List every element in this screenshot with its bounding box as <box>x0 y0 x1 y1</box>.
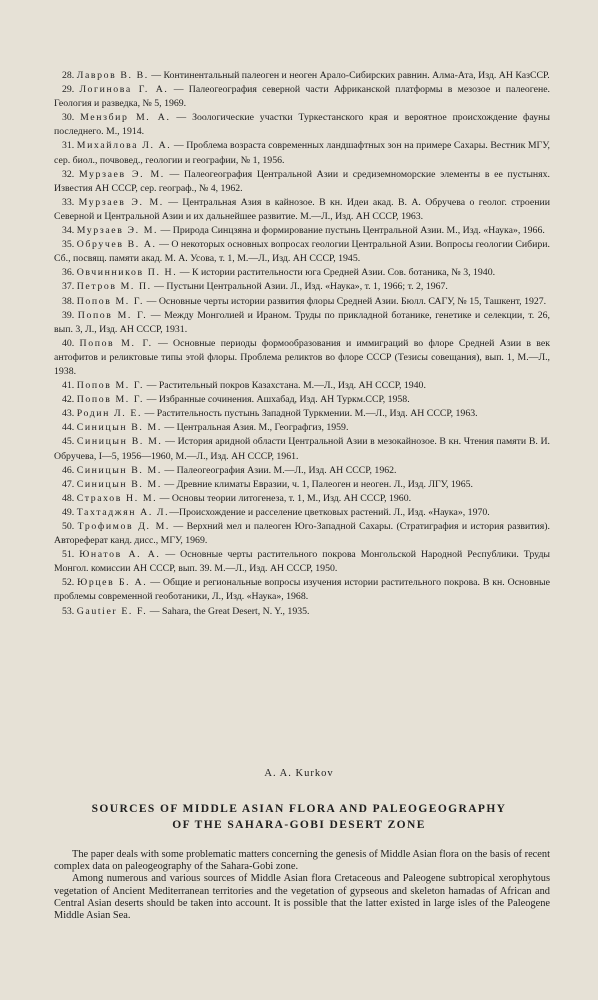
reference-item <box>54 605 550 619</box>
reference-item <box>54 224 550 238</box>
reference-number: 46. <box>62 464 75 476</box>
reference-item <box>54 492 550 506</box>
reference-author: Мурзаев Э. М. <box>78 196 164 208</box>
reference-author: Попов М. Г. <box>76 295 145 307</box>
reference-text: — Растительный покров Казахстана. М.—Л., Изд. АН СССР, 1940. <box>144 380 426 392</box>
reference-number: 48. <box>62 492 75 504</box>
reference-item <box>54 337 550 379</box>
reference-item <box>54 238 550 266</box>
reference-number: 45. <box>62 436 75 448</box>
reference-number: 52. <box>62 577 75 589</box>
reference-item <box>54 309 550 337</box>
reference-number: 29. <box>62 84 75 96</box>
reference-author: Попов М. Г. <box>79 337 153 349</box>
reference-author: Петров М. П. <box>76 281 152 293</box>
reference-item <box>54 520 550 548</box>
reference-text: — К истории растительности юга Средней Азии. Сов. ботаника, № 3, 1940. <box>177 267 496 279</box>
reference-author: Страхов Н. М. <box>76 492 158 504</box>
reference-text: — Избранные сочинения. Ашхабад, Изд. АН Туркм.ССР, 1958. <box>144 394 410 406</box>
article-title <box>40 801 558 833</box>
reference-item <box>54 280 550 294</box>
reference-item <box>54 379 550 393</box>
reference-number: 28. <box>62 70 75 81</box>
reference-author: Логинова Г. А. <box>79 84 169 96</box>
reference-author: Gautier E. F. <box>76 605 148 617</box>
reference-item <box>54 196 550 224</box>
reference-text: — Основные черты истории развития флоры Средней Азии. Бюлл. САГУ, № 15, Ташкент, 1927. <box>144 295 547 307</box>
reference-author: Трофимов Д. М. <box>77 521 170 532</box>
reference-item <box>54 266 550 280</box>
reference-number: 42. <box>62 394 75 406</box>
reference-number: 41. <box>62 380 75 392</box>
reference-author: Юнатов А. А. <box>79 549 161 561</box>
reference-item <box>54 506 550 520</box>
reference-item <box>54 576 550 604</box>
reference-item <box>54 548 550 576</box>
reference-text: — О некоторых основных вопросах геологии Центральной Азии. Вопросы геологии Сибири. Сб., посвящ. памяти акад. М. А. Усова, т. 1, М.—Л., Изд. АН СССР, 1945. <box>54 239 550 265</box>
reference-number: 51. <box>62 549 75 561</box>
reference-author: Тахтаджян А. Л. <box>76 506 170 518</box>
reference-author: Овчинников П. Н. <box>76 267 178 279</box>
reference-author: Михайлова Л. А. <box>76 140 172 152</box>
reference-number: 49. <box>62 506 75 518</box>
reference-author: Попов М. Г. <box>77 309 148 321</box>
abstract <box>54 849 550 922</box>
reference-text: — Континентальный палеоген и неоген Арало-Сибирских равнин. Алма-Ата, Изд. АН КазССР. <box>148 70 550 81</box>
reference-text: — Растительность пустынь Западной Туркмении. М.—Л., Изд. АН СССР, 1963. <box>142 408 478 420</box>
reference-item <box>54 478 550 492</box>
reference-text: — История аридной области Центральной Азии в мезокайнозое. В кн. Чтения памяти В. И. Обручева, I—5, 1956—1960, М.—Л., Изд. АН СССР, 1961. <box>54 436 550 462</box>
reference-text: — Палеогеография Азии. М.—Л., Изд. АН СССР, 1962. <box>161 464 397 476</box>
reference-number: 39. <box>62 309 75 321</box>
reference-number: 47. <box>62 478 75 490</box>
reference-author: Синицын В. М. <box>76 478 162 490</box>
reference-text: — Центральная Азия в кайнозое. В кн. Идеи акад. В. А. Обручева о геолог. строении Северной и Центральной Азии и их дальнейшее развитие. М.—Л., Изд. АН СССР, 1963. <box>54 196 551 222</box>
reference-item <box>54 168 550 196</box>
reference-author: Лавров В. В. <box>76 70 149 81</box>
reference-text: — Палеогеография северной части Африканской платформы в мезозое и палеогене. Геология и разведка, № 5, 1969. <box>54 84 550 110</box>
reference-author: Попов М. Г. <box>76 380 145 392</box>
reference-item <box>54 435 550 463</box>
title-line-1: SOURCES OF MIDDLE ASIAN FLORA AND PALEOGEOGRAPHY <box>91 803 507 815</box>
reference-text: — Пустыни Центральной Азии. Л., Изд. «Наука», т. 1, 1966; т. 2, 1967. <box>151 281 448 293</box>
reference-number: 35. <box>62 239 75 251</box>
reference-text: — Природа Синцзяна и формирование пустынь Центральной Азии. М., Изд. «Наука», 1966. <box>158 225 545 237</box>
reference-number: 44. <box>62 422 75 434</box>
reference-number: 34. <box>62 225 75 237</box>
reference-number: 30. <box>62 112 75 124</box>
abstract-paragraph: The paper deals with some problematic matters concerning the genesis of Middle Asian flora on the basis of recent complex data on paleogeography of the Sahara-Gobi zone. <box>54 849 550 873</box>
reference-author: Мурзаев Э. М. <box>76 225 159 237</box>
reference-text: — Основы теории литогенеза, т. 1, М., Изд. АН СССР, 1960. <box>157 492 412 504</box>
reference-text: — Общие и региональные вопросы изучения истории растительного покрова. В кн. Основные проблемы современной геоботаники, Л., Изд. «Наука», 1968. <box>54 577 550 603</box>
author-byline: A. A. Kurkov <box>264 768 334 779</box>
reference-item <box>54 139 550 167</box>
reference-number: 37. <box>62 281 75 293</box>
reference-author: Попов М. Г. <box>76 394 145 406</box>
reference-number: 33. <box>62 196 75 208</box>
reference-item <box>54 464 550 478</box>
reference-number: 32. <box>62 168 75 180</box>
reference-text: — Зоологические участки Туркестанского края и вероятное происхождение фауны последнего. М., 1914. <box>54 112 550 138</box>
reference-item <box>54 69 550 83</box>
reference-number: 40. <box>62 337 75 349</box>
reference-number: 31. <box>62 140 75 152</box>
reference-author: Синицын В. М. <box>76 464 162 476</box>
reference-text: — Проблема возраста современных ландшафтных зон на примере Сахары. Вестник МГУ, сер. биол., почвовед., геологии и географии, № 1, 1956. <box>54 140 551 166</box>
reference-text: —Происхождение и расселение цветковых растений. Л., Изд. «Наука», 1970. <box>169 506 490 518</box>
reference-item <box>54 295 550 309</box>
reference-item <box>54 407 550 421</box>
reference-number: 50. <box>62 521 75 532</box>
reference-text: — Центральная Азия. М., Географгиз, 1959. <box>161 422 349 434</box>
reference-author: Мурзаев Э. М. <box>78 168 165 180</box>
reference-number: 43. <box>62 408 75 420</box>
abstract-paragraph: Among numerous and various sources of Middle Asian flora Cretaceous and Paleogene subtropical xerophytous vegetation of Ancient Mediterranean territories and the vegetation of gypseous and skeleton hamadas of African and Central Asian deserts should be taken into account. It is possible that the latter existed in large isles of the Paleogene Middle Asian Sea. <box>54 873 550 922</box>
reference-item <box>54 111 550 139</box>
reference-text: — Sahara, the Great Desert, N. Y., 1935. <box>147 605 310 617</box>
reference-number: 38. <box>62 295 75 307</box>
reference-number: 53. <box>62 605 75 617</box>
reference-text: — Палеогеография Центральной Азии и средиземноморские элементы в ее пустынях. Известия АН СССР, сер. географ., № 4, 1962. <box>54 168 551 194</box>
title-line-2: OF THE SAHARA-GOBI DESERT ZONE <box>172 819 426 831</box>
reference-text: — Основные периоды формообразования и иммиграций во флоре Средней Азии в век антофитов и реликтовые типы этой флоры. Проблема реликтов во флоре СССР (Тезисы совещания), вып. 1, М.—Л., 1938. <box>54 337 550 377</box>
reference-text: — Между Монголией и Ираном. Труды по прикладной ботанике, генетике и селекции, т. 26, вып. 3, Л., Изд. АН СССР, 1931. <box>54 309 550 335</box>
reference-item <box>54 393 550 407</box>
reference-author: Обручев В. А. <box>76 239 157 251</box>
reference-text: — Древние климаты Евразии, ч. 1, Палеоген и неоген. Л., Изд. ЛГУ, 1965. <box>161 478 473 490</box>
reference-text: — Основные черты растительного покрова Монгольской Народной Республики. Труды Монгол. комиссии АН СССР, вып. 39. М.—Л., Изд. АН СССР, 1950. <box>54 549 551 575</box>
reference-author: Юрцев Б. А. <box>77 577 148 589</box>
reference-item <box>54 83 550 111</box>
reference-author: Родин Л. Е. <box>76 408 143 420</box>
reference-author: Синицын В. М. <box>76 436 163 448</box>
reference-list <box>54 69 550 619</box>
reference-author: Мензбир М. А. <box>80 112 171 124</box>
reference-text: — Верхний мел и палеоген Юго-Западной Сахары. (Стратиграфия и история развития). Автореферат канд. дисс., МГУ, 1969. <box>54 521 550 547</box>
reference-item <box>54 421 550 435</box>
reference-author: Синицын В. М. <box>76 422 162 434</box>
reference-number: 36. <box>62 267 75 279</box>
